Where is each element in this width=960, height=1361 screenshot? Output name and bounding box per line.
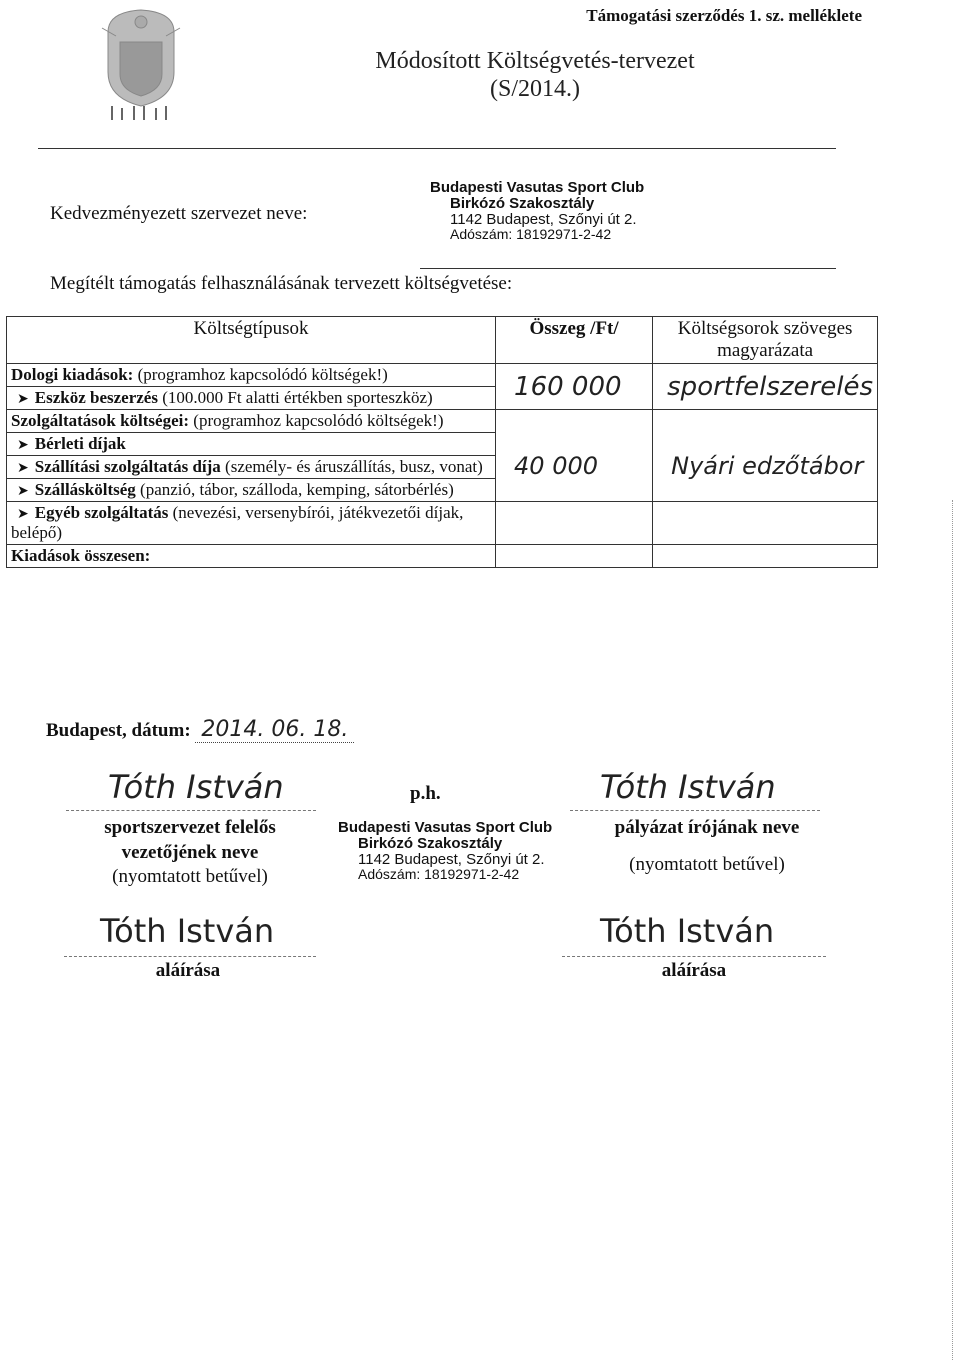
arrow-bullet-icon: ➤ bbox=[17, 507, 29, 522]
right-printed-name: Tóth István bbox=[600, 912, 775, 950]
arrow-bullet-icon: ➤ bbox=[17, 484, 29, 499]
cost-type-cell bbox=[7, 387, 496, 410]
date-label: Budapest, dátum: bbox=[46, 720, 191, 741]
explanation-cell bbox=[653, 410, 878, 502]
row-bold: Szállítási szolgáltatás díja bbox=[34, 457, 221, 476]
signature-line bbox=[64, 956, 316, 957]
signature-line bbox=[66, 810, 316, 811]
row-bold: Dologi kiadások: bbox=[11, 365, 134, 384]
left-caption bbox=[60, 816, 320, 890]
explanation-cell bbox=[653, 364, 878, 410]
left-caption-line2: vezetőjének neve bbox=[121, 841, 259, 863]
amount-cell bbox=[496, 364, 653, 410]
cost-type-cell bbox=[7, 364, 496, 387]
row-bold: Egyéb szolgáltatás bbox=[34, 503, 169, 522]
stamp-line-section: Birkózó Szakosztály bbox=[450, 194, 595, 212]
beneficiary-label: Kedvezményezett szervezet neve: bbox=[50, 203, 308, 224]
amount-cell bbox=[496, 502, 653, 545]
budget-heading: Megítélt támogatás felhasználásának tervezett költségvetése: bbox=[50, 273, 513, 294]
stamp-line-club: Budapesti Vasutas Sport Club bbox=[430, 179, 645, 196]
explanation-cell bbox=[653, 545, 878, 568]
table-row bbox=[7, 410, 878, 433]
row-text: (személy- és áruszállítás, busz, vonat) bbox=[220, 457, 483, 476]
annex-label: Támogatási szerződés 1. sz. melléklete bbox=[586, 6, 862, 25]
cost-type-cell bbox=[7, 502, 496, 545]
row-bold: Kiadások összesen: bbox=[11, 546, 151, 565]
page-subtitle: (S/2014.) bbox=[490, 76, 580, 102]
row-bold: Eszköz beszerzés bbox=[34, 388, 158, 407]
right-signature: Tóth István bbox=[600, 768, 776, 806]
table-row bbox=[7, 502, 878, 545]
handwritten-amount: 40 000 bbox=[514, 452, 599, 480]
date-row bbox=[46, 717, 354, 742]
cost-type-cell bbox=[7, 433, 496, 456]
row-bold: Bérleti díjak bbox=[34, 434, 126, 453]
stamp-line-section: Birkózó Szakosztály bbox=[358, 834, 503, 852]
amount-cell bbox=[496, 410, 653, 502]
cost-type-cell bbox=[7, 410, 496, 433]
divider bbox=[420, 268, 836, 269]
row-text: (programhoz kapcsolódó költségek!) bbox=[133, 365, 388, 384]
signature-line bbox=[570, 810, 820, 811]
row-text: (nevezési, versenybírói, játékvezetői díjak, belépő) bbox=[11, 503, 464, 542]
cost-type-cell bbox=[7, 456, 496, 479]
table-row bbox=[7, 545, 878, 568]
cost-type-cell bbox=[7, 545, 496, 568]
left-caption-line1: sportszervezet felelős bbox=[104, 817, 276, 838]
right-sign-label: aláírása bbox=[661, 960, 727, 981]
stamp-line-taxid: Adószám: 18192971-2-42 bbox=[358, 866, 520, 883]
stamp-line-taxid: Adószám: 18192971-2-42 bbox=[450, 226, 612, 243]
row-bold: Szállásköltség bbox=[34, 480, 136, 499]
right-caption bbox=[582, 816, 832, 877]
row-text: (panzió, tábor, szálloda, kemping, sátorbérlés) bbox=[135, 480, 454, 499]
left-printed-name: Tóth István bbox=[100, 912, 275, 950]
table-row bbox=[7, 364, 878, 387]
divider bbox=[38, 148, 836, 149]
signature-line bbox=[562, 956, 826, 957]
row-bold: Szolgáltatások költségei: bbox=[11, 411, 190, 430]
header-amount: Összeg /Ft/ bbox=[496, 317, 653, 364]
stamp-line-address: 1142 Budapest, Szőnyi út 2. bbox=[358, 850, 545, 868]
arrow-bullet-icon: ➤ bbox=[17, 392, 29, 407]
beneficiary-stamp bbox=[430, 180, 644, 242]
club-stamp bbox=[338, 820, 552, 882]
table-header-row bbox=[7, 317, 878, 364]
arrow-bullet-icon: ➤ bbox=[17, 438, 29, 453]
row-text: (100.000 Ft alatti értékben sporteszköz) bbox=[157, 388, 433, 407]
stamp-line-address: 1142 Budapest, Szőnyi út 2. bbox=[450, 210, 637, 228]
arrow-bullet-icon: ➤ bbox=[17, 461, 29, 476]
handwritten-amount: 160 000 bbox=[514, 371, 622, 402]
handwritten-date: 2014. 06. 18. bbox=[195, 717, 354, 743]
header-explanation: Költségsorok szöveges magyarázata bbox=[653, 317, 878, 364]
amount-cell bbox=[496, 545, 653, 568]
left-caption-line3: (nyomtatott betűvel) bbox=[112, 866, 268, 888]
right-caption-line1: pályázat írójának neve bbox=[614, 817, 800, 838]
left-signature: Tóth István bbox=[108, 768, 284, 806]
handwritten-note: Nyári edzőtábor bbox=[671, 452, 864, 480]
stamp-line-club: Budapesti Vasutas Sport Club bbox=[338, 819, 553, 836]
cost-type-cell bbox=[7, 479, 496, 502]
explanation-cell bbox=[653, 502, 878, 545]
left-sign-label: aláírása bbox=[155, 960, 221, 981]
page-title: Módosított Költségvetés-tervezet bbox=[375, 48, 695, 74]
scan-edge bbox=[952, 500, 953, 1360]
right-caption-line2: (nyomtatott betűvel) bbox=[629, 853, 785, 875]
budget-table bbox=[6, 316, 878, 568]
ph-stamp-label: p.h. bbox=[410, 783, 441, 804]
handwritten-note: sportfelszerelés bbox=[667, 371, 873, 402]
header-cost-types: Költségtípusok bbox=[7, 317, 496, 364]
row-text: (programhoz kapcsolódó költségek!) bbox=[189, 411, 444, 430]
